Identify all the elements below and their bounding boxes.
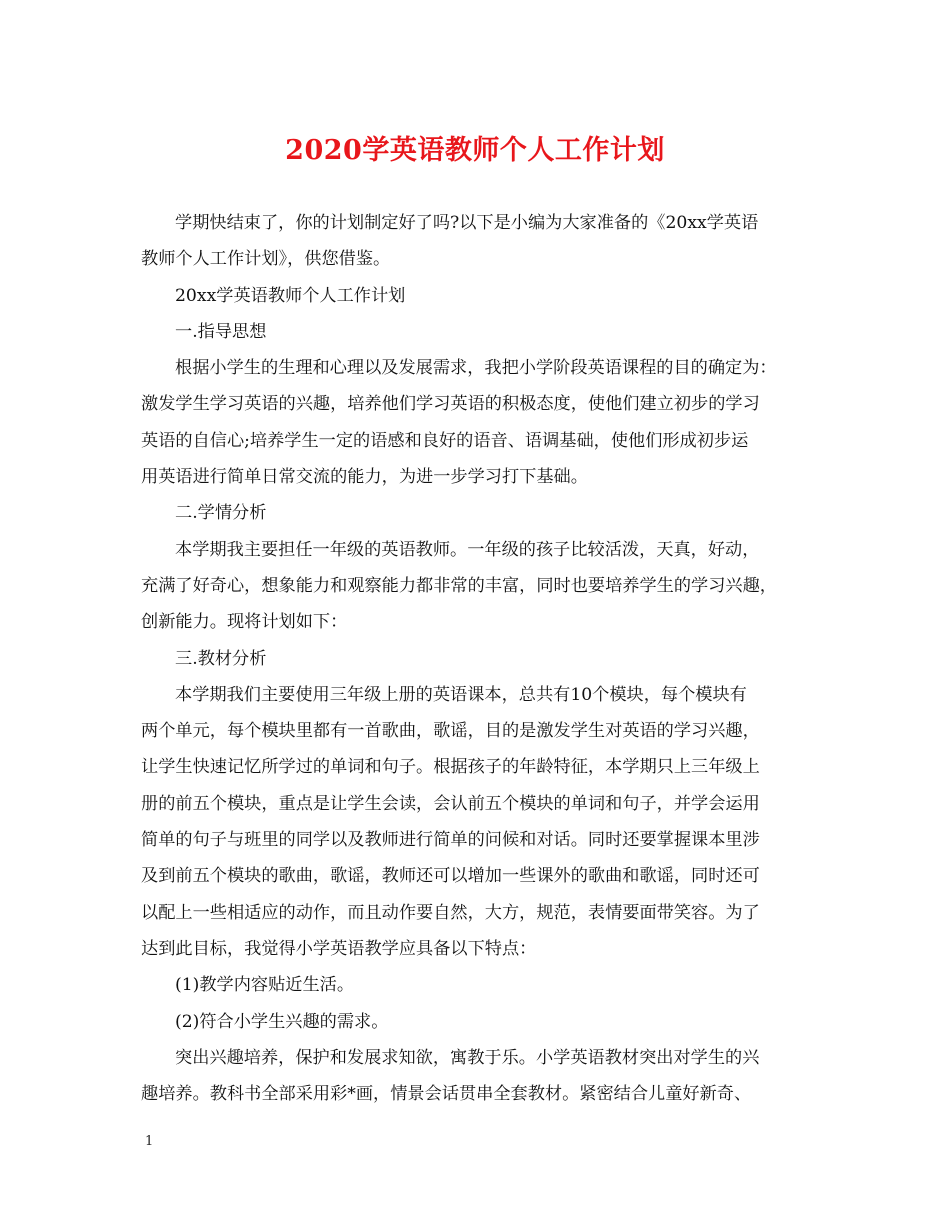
paragraph-line: 创新能力。现将计划如下： (141, 612, 348, 633)
paragraph-line: 趣培养。教科书全部采用彩*画，情景会话贯串全套教材。紧密结合儿童好新奇、 (141, 1084, 752, 1105)
paragraph-line: 英语的自信心;培养学生一定的语感和良好的语音、语调基础，使他们形成初步运 (141, 430, 749, 451)
paragraph-line: 用英语进行简单日常交流的能力，为进一步学习打下基础。 (141, 467, 588, 488)
paragraph-line: 两个单元，每个模块里都有一首歌曲，歌谣，目的是激发学生对英语的学习兴趣， (141, 721, 760, 742)
paragraph-line: 达到此目标，我觉得小学英语教学应具备以下特点： (141, 938, 537, 959)
paragraph-line: 充满了好奇心，想象能力和观察能力都非常的丰富，同时也要培养学生的学习兴趣， (141, 575, 777, 596)
paragraph-line: 激发学生学习英语的兴趣，培养他们学习英语的积极态度，使他们建立初步的学习 (141, 394, 760, 415)
paragraph-line: 及到前五个模块的歌曲，歌谣，教师还可以增加一些课外的歌曲和歌谣，同时还可 (141, 866, 760, 887)
paragraph-line: 简单的句子与班里的同学以及教师进行简单的问候和对话。同时还要掌握课本里涉 (141, 830, 760, 851)
paragraph-line: 教师个人工作计划》，供您借鉴。 (141, 249, 391, 270)
paragraph-line: 突出兴趣培养，保护和发展求知欲，寓教于乐。小学英语教材突出对学生的兴 (175, 1047, 760, 1068)
document-title: 2020学英语教师个人工作计划 (285, 135, 665, 166)
list-item: (2)符合小学生兴趣的需求。 (175, 1011, 389, 1032)
paragraph-line: 册的前五个模块，重点是让学生会读，会认前五个模块的单词和句子，并学会运用 (141, 793, 760, 814)
paragraph-line: 本学期我主要担任一年级的英语教师。一年级的孩子比较活泼，天真，好动， (175, 539, 760, 560)
paragraph-line: 以配上一些相适应的动作，而且动作要自然，大方，规范，表情要面带笑容。为了 (141, 902, 760, 923)
section-heading: 一.指导思想 (175, 321, 267, 342)
paragraph-line: 让学生快速记忆所学过的单词和句子。根据孩子的年龄特征，本学期只上三年级上 (141, 757, 760, 778)
section-heading: 二.学情分析 (175, 503, 267, 524)
list-item: (1)教学内容贴近生活。 (175, 975, 355, 996)
paragraph-line: 本学期我们主要使用三年级上册的英语课本，总共有10个模块，每个模块有 (175, 684, 747, 705)
subtitle-line: 20xx学英语教师个人工作计划 (175, 285, 406, 306)
section-heading: 三.教材分析 (175, 648, 267, 669)
paragraph-line: 根据小学生的生理和心理以及发展需求，我把小学阶段英语课程的目的确定为： (175, 358, 777, 379)
paragraph-line: 学期快结束了，你的计划制定好了吗?以下是小编为大家准备的《20xx学英语 (175, 213, 759, 233)
document-body (141, 205, 813, 1112)
page-number: 1 (145, 1134, 154, 1149)
